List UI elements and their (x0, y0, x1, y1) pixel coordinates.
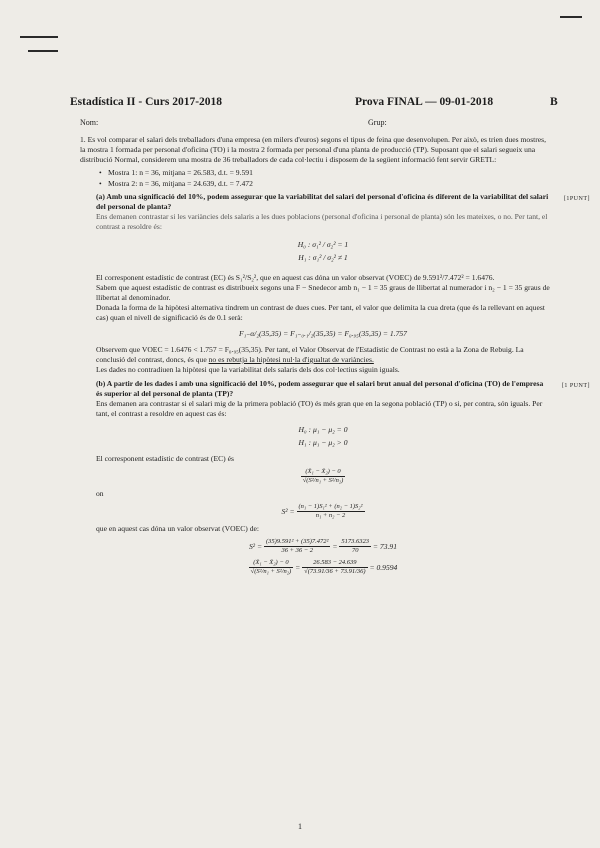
s2-label: S² = (281, 506, 295, 516)
part-b-observed-text: que en aquest cas dóna un valor observat (VOEC) de: (96, 524, 260, 533)
sample-list (108, 168, 550, 189)
s2-calc-denominator: 36 + 36 − 2 (281, 547, 313, 554)
s2-result: = 73.91 (372, 541, 398, 551)
ec-numerator: (X̄₁ − X̄₂) − 0 (301, 468, 346, 477)
sample-1: • Mostra 1: n = 36, mitjana = 26.583, d.t. = 9.591 (108, 168, 550, 178)
part-b-statistic-text: El corresponent estadístic de contrast (EC) és (96, 454, 234, 463)
part-a-final: Les dades no contradiuen la hipòtesi que la variabilitat dels salaris dels dos col·lectius siguin iguals. (96, 365, 400, 374)
sample-2: • Mostra 2: n = 36, mitjana = 24.639, d.t. = 7.472 (108, 179, 550, 189)
part-b-on: on (96, 489, 104, 498)
part-b-statistic-formula (96, 468, 550, 485)
part-b-h0: H₀ : μ₁ − μ₂ = 0 (298, 425, 348, 434)
s2-mid-numerator: 5173.6323 (341, 538, 369, 545)
ec-denominator: √(S²/n₁ + S²/n₂) (302, 477, 344, 484)
part-a-tails: Donada la forma de la hipòtesi alternativa tindrem un contrast de dues cues. Per tant, el valor que delimita la cua dreta (que és la rellevant en aquest cas) quan el nivell de significació és de 0.1 serà: (96, 303, 545, 322)
part-a-critical-value: F₁₋α/₂(35,35) = F₁₋₀.₁/₂(35,35) = F₀.₉₅(35,35) = 1.757 (239, 329, 407, 338)
part-a-h1: H₁ : σ₁² / σ₂² ≠ 1 (298, 253, 348, 262)
part-a-points: [1PUNT] (563, 196, 590, 202)
pooled-variance-formula (96, 503, 550, 520)
t-denominator: √(S²/n₁ + S²/n₂) (250, 568, 292, 575)
s2-calc-numerator: (35)9.591² + (35)7.472² (265, 538, 329, 545)
part-a-conclusion-text: Observem que VOEC = 1.6476 < 1.757 = F₀.₉₅(35,35). Per tant, el Valor Observat de l'Estadístic de Contrast no està a la Zona de Rebuig. La conclusió del contrast, doncs, és que (96, 345, 524, 364)
part-b-intro: Ens demanen ara contrastar si el salari mig de la primera població (TO) és més gran que en la segona població (TP) o si, per contra, són iguals. Per tant, el contrast a resoldre en aquest cas és: (96, 399, 543, 418)
group-label: Grup: (368, 118, 387, 127)
t-statistic-calc (96, 559, 550, 576)
s2-denominator: n₁ + n₂ − 2 (315, 512, 346, 519)
exam-version: B (550, 96, 558, 108)
scan-mark (28, 50, 58, 52)
t-numerator: (X̄₁ − X̄₂) − 0 (249, 559, 294, 568)
course-title: Estadística II - Curs 2017-2018 (70, 96, 223, 108)
scan-mark (560, 16, 582, 18)
s2-calc-label: S² = (248, 541, 263, 551)
t-calc-denominator: √(73.91/36 + 73.91/36) (304, 568, 366, 575)
part-a-conclusion (96, 345, 550, 365)
part-b-question: (b) A partir de les dades i amb una significació del 10%, podem assegurar que el salari brut anual del personal d'oficina (TO) de l'empresa és superior al del personal de planta (TP)? (96, 379, 544, 398)
part-a (80, 192, 590, 375)
part-b-h1: H₁ : μ₁ − μ₂ > 0 (298, 438, 348, 447)
pooled-variance-calc (96, 538, 550, 555)
exam-body (80, 135, 590, 580)
part-b (80, 379, 590, 576)
equals-sign: = (295, 562, 301, 572)
part-b-points: [1 PUNT] (561, 383, 590, 389)
part-a-statistic: El corresponent estadístic de contrast (EC) és S₁²/S₂², que en aquest cas dóna un valor observat (VOEC) de 9.591²/7.472² = 1.6476. (96, 273, 495, 282)
equals-sign: = (332, 541, 338, 551)
part-a-intro: Ens demanen contrastar si les variàncies dels salaris a les dues poblacions (personal d'oficina i personal de planta) són les mateixes, o no. Per tant, el contrast a resoldre és: (96, 212, 548, 231)
part-a-question: (a) Amb una significació del 10%, podem assegurar que la variabilitat del salari del personal d'oficina és diferent de la variabilitat del salari del personal de planta? (96, 192, 549, 211)
t-result: = 0.9594 (369, 562, 398, 572)
scan-mark (20, 36, 58, 38)
part-a-conclusion-underline: no es rebutja la hipòtesi nul·la d'igualtat de variàncies. (208, 355, 374, 364)
name-label: Nom: (80, 118, 99, 127)
s2-mid-denominator: 70 (351, 547, 359, 554)
exam-title: Prova FINAL — 09-01-2018 (355, 96, 494, 108)
problem-intro: 1. Es vol comparar el salari dels treballadors d'una empresa (en milers d'euros) segons el tipus de feina que desenvolupen. Per això, es trien dues mostres, la mostra 1 formada per personal d'oficina (TO) i la mostra 2 formada per personal d'una planta de producció (TP). Suposant que el salari segueix una distribució Normal, considerem una mostra de 36 treballadors de cada col·lectiu i disposem de la següent informació fent servir GRETL: (80, 135, 547, 164)
t-calc-numerator: 26.583 − 24.639 (302, 559, 367, 568)
s2-numerator: (n₁ − 1)S₁² + (n₂ − 1)S₂² (298, 503, 363, 510)
part-a-h0: H₀ : σ₁² / σ₂² = 1 (297, 240, 349, 249)
part-a-distribution: Sabem que aquest estadístic de contrast es distribueix segons una F − Snedecor amb n₁ − 1 = 35 graus de llibertat al numerador i n₂ − 1 = 35 graus de llibertat al denominador. (96, 283, 550, 302)
page-number: 1 (298, 822, 302, 831)
